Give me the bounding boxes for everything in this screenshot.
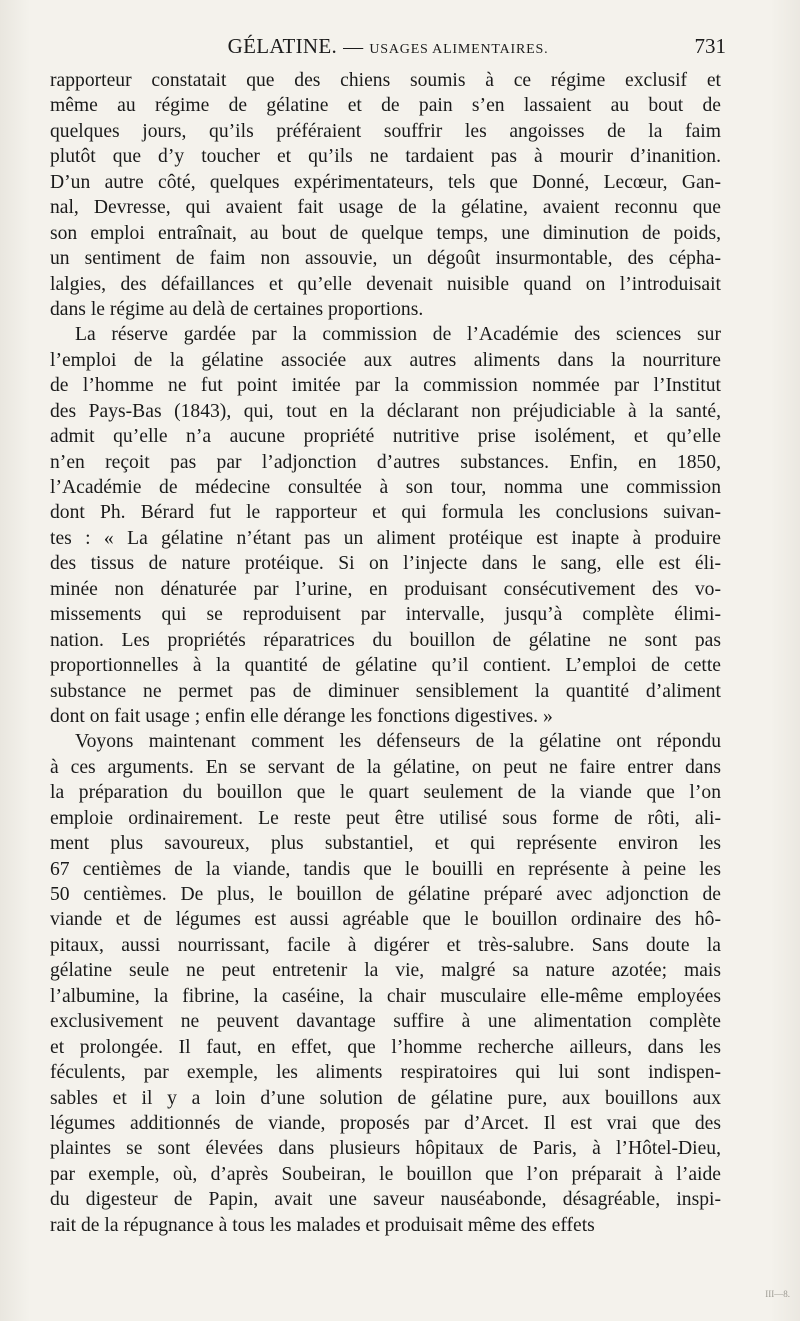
text-line: rait de la répugnance à tous les malades et produisait même des effets: [50, 1214, 595, 1236]
text-line: nal, Devresse, qui avaient fait usage de la gélatine, avaient reconnu que: [50, 197, 721, 219]
text-line: pitaux, aussi nourrissant, facile à digérer et très-salubre. Sans doute la: [50, 934, 721, 956]
text-line: plutôt que d’y toucher et qu’ils ne tardaient pas à mourir d’inanition.: [50, 146, 721, 168]
text-line: admit qu’elle n’a aucune propriété nutritive prise isolément, et qu’elle: [50, 426, 721, 448]
text-line: du digesteur de Papin, avait une saveur nauséabonde, désagréable, inspi-: [50, 1189, 721, 1211]
text-line: la préparation du bouillon que le quart seulement de la viande que l’on: [50, 782, 721, 804]
paragraph: [50, 322, 721, 729]
text-line: des tissus de nature protéique. Si on l’injecte dans le sang, elle est éli-: [50, 553, 721, 575]
text-line: n’en reçoit pas par l’adjonction d’autres substances. Enfin, en 1850,: [50, 451, 721, 473]
text-line: l’albumine, la fibrine, la caséine, la chair musculaire elle-même employées: [50, 985, 721, 1007]
text-line: minée non dénaturée par l’urine, en produisant consécutivement des vo-: [50, 578, 721, 600]
text-line: D’un autre côté, quelques expérimentateurs, tels que Donné, Lecœur, Gan-: [50, 171, 721, 193]
text-line: proportionnelles à la quantité de gélatine qu’il contient. L’emploi de cette: [50, 655, 721, 677]
paragraph: [50, 729, 721, 1238]
paragraph: [50, 68, 721, 322]
text-line: exclusivement ne peuvent davantage suffire à une alimentation complète: [50, 1011, 721, 1033]
text-line: 50 centièmes. De plus, le bouillon de gélatine préparé avec adjonction de: [50, 884, 721, 905]
text-line: plaintes se sont élevées dans plusieurs hôpitaux de Paris, à l’Hôtel-Dieu,: [50, 1138, 721, 1160]
text-line: La réserve gardée par la commission de l’Académie des sciences sur: [75, 324, 721, 346]
text-line: nation. Les propriétés réparatrices du bouillon de gélatine ne sont pas: [50, 629, 721, 651]
header-subtitle: USAGES ALIMENTAIRES.: [369, 42, 549, 57]
text-line: dans le régime au delà de certaines proportions.: [50, 298, 424, 320]
text-line: dont on fait usage ; enfin elle dérange les fonctions digestives. »: [50, 705, 553, 727]
text-line: substance ne permet pas de diminuer sensiblement la quantité d’aliment: [50, 680, 721, 702]
text-line: lalgies, des défaillances et qu’elle devenait nuisible quand on l’introduisait: [50, 273, 721, 295]
header-dash: —: [343, 36, 364, 58]
text-line: sables et il y a loin d’une solution de gélatine pure, aux bouillons aux: [50, 1087, 721, 1109]
running-header: [50, 34, 726, 58]
text-line: viande et de légumes est aussi agréable que le bouillon ordinaire des hô-: [50, 909, 721, 931]
text-line: rapporteur constatait que des chiens soumis à ce régime exclusif et: [50, 70, 721, 91]
text-line: et prolongée. Il faut, en effet, que l’homme recherche ailleurs, dans les: [50, 1036, 721, 1058]
text-line: tes : « La gélatine n’étant pas un aliment protéique est inapte à produire: [50, 527, 721, 549]
text-line: par exemple, où, d’après Soubeiran, le bouillon que l’on préparait à l’aide: [50, 1163, 721, 1185]
text-line: dont Ph. Bérard fut le rapporteur et qui formula les conclusions suivan-: [50, 502, 721, 524]
text-line: quelques jours, qu’ils préféraient souffrir les angoisses de la faim: [50, 120, 721, 142]
text-line: 67 centièmes de la viande, tandis que le bouilli en représente à peine les: [50, 858, 721, 880]
text-line: légumes additionnés de viande, proposés par d’Arcet. Il est vrai que des: [50, 1112, 721, 1134]
text-line: missements qui se reproduisent par intervalle, jusqu’à complète élimi-: [50, 604, 721, 626]
text-line: Voyons maintenant comment les défenseurs de la gélatine ont répondu: [75, 731, 721, 753]
text-line: des Pays-Bas (1843), qui, tout en la déclarant non préjudiciable à la santé,: [50, 400, 721, 422]
text-line: à ces arguments. En se servant de la gélatine, on peut ne faire entrer dans: [50, 756, 721, 778]
text-line: l’Académie de médecine consultée à son tour, nomma une commission: [50, 477, 721, 498]
text-line: l’emploi de la gélatine associée aux autres aliments dans la nourriture: [50, 349, 721, 371]
page-number: 731: [694, 34, 726, 58]
header-title: GÉLATINE.: [227, 34, 338, 58]
signature-mark: III—8.: [765, 1289, 790, 1299]
text-line: même au régime de gélatine et de pain s’en lassaient au bout de: [50, 95, 721, 117]
running-title: [50, 34, 726, 59]
text-line: un sentiment de faim non assouvie, un dégoût insurmontable, des cépha-: [50, 248, 721, 270]
text-line: ment plus savoureux, plus substantiel, et qui représente environ les: [50, 833, 721, 855]
text-line: de l’homme ne fut point imitée par la commission nommée par l’Institut: [50, 375, 721, 397]
text-line: féculents, par exemple, les aliments respiratoires qui lui sont indispen-: [50, 1062, 721, 1084]
text-line: gélatine seule ne peut entretenir la vie, malgré sa nature azotée; mais: [50, 960, 721, 982]
body-text: [50, 68, 721, 1238]
text-line: son emploi entraînait, au bout de quelque temps, une diminution de poids,: [50, 222, 721, 244]
text-line: emploie ordinairement. Le reste peut être utilisé sous forme de rôti, ali-: [50, 807, 721, 829]
